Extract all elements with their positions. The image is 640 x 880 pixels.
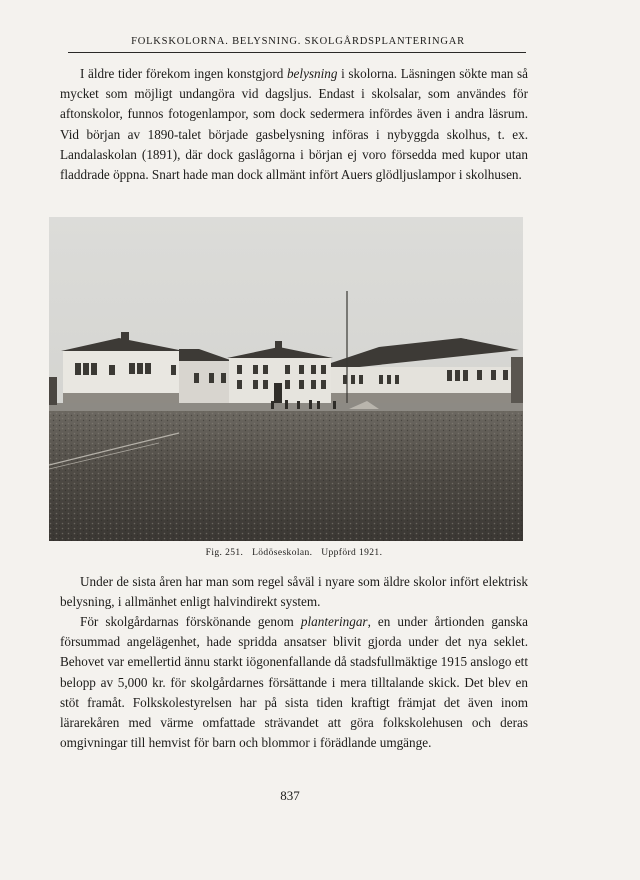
school-photograph [49,217,523,541]
paragraph-electric-lighting: Under de sista åren har man som regel såväl i nyare som äldre skolor infört elektrisk belysning, i allmänhet enligt halvindirekt system. [60,574,528,610]
paragraph-plantings [60,612,528,753]
running-head: FOLKSKOLORNA. BELYSNING. SKOLGÅRDSPLANTERINGAR [131,36,465,47]
italic-term-belysning: belysning [286,66,338,81]
figure-title: Lödöseskolan. [252,548,313,558]
page-number: 837 [280,788,300,803]
paragraph-1-text-before: I äldre tider förekom ingen konstgjord [80,66,287,81]
paragraph-1-text-after: i skolorna. Läsningen sökte man så mycket som möjligt undangöra vid dagsljus. Endast i skolsalar, som användes för aftonskolor, funnos fotogenlampor, som dock sedermera infördes även i andra läsrum. Vid början av 1890-talet började gasbelysning införas i nybyggda skolhus, t. ex. Landalaskolan (1891), där dock gaslågorna i början ej voro försedda med kupor utan fladdrade öppna. Snart hade man dock allmänt infört Auers glödljuslampor i skolhusen. [60,66,528,183]
figure-note: Uppförd 1921. [321,548,383,558]
italic-term-planteringar: planteringar [300,614,368,629]
paragraph-3-text-after: , en under årtionden ganska försummad angelägenhet, hade spridda ansatser blivit gjorda under det nya seklet. Behovet var emellertid ännu starkt iögonenfallande då stadsfullmäktige 1915 anslogo ett belopp av 5,000 kr. för skolgårdarnes försättande i mera tilltalande skick. Det blev en stöt framåt. Folkskolestyrelsen har på sista tiden kraftigt främjat det även inom lärarekåren med värme omfattade strävandet att göra folkskolehusen och deras omgivningar till hemvist för barn och blommor i förädlande umgänge. [60,614,528,751]
header-rule [68,52,526,53]
paragraph-lighting [60,64,528,185]
school-building-illustration [49,217,523,541]
paragraph-3-text-before: För skolgårdarnas förskönande genom [80,614,301,629]
figure-label: Fig. 251. [205,548,244,558]
figure-caption [60,548,528,558]
